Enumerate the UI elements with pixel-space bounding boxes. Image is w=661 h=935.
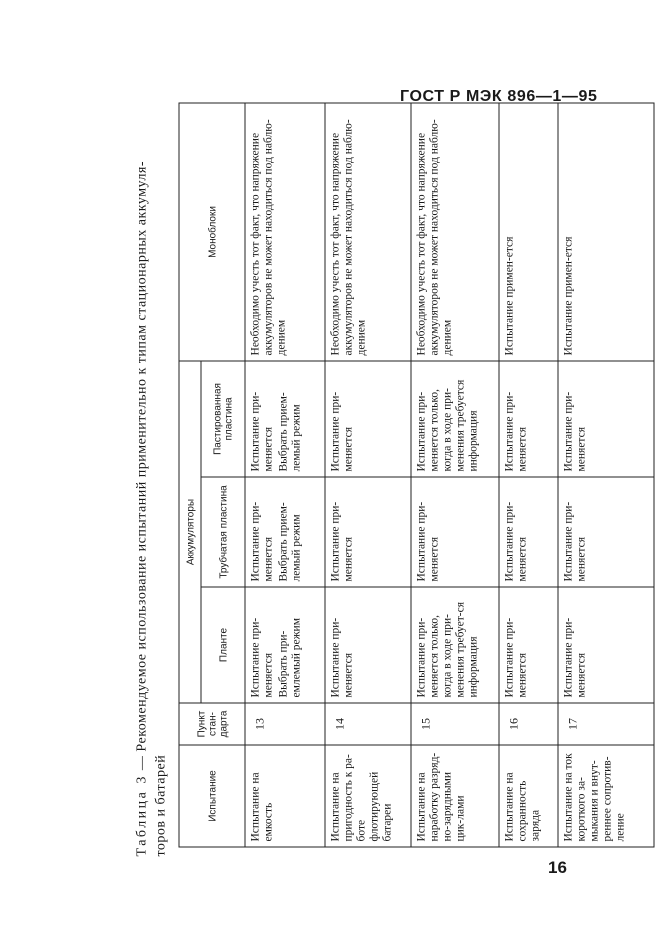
cell-plante: Испытание при-меняется xyxy=(325,587,411,703)
header-tubular: Трубчатая пластина xyxy=(201,477,245,587)
cell-clause: 16 xyxy=(499,703,558,745)
cell-pasted: Испытание при-меняется xyxy=(499,361,558,477)
cell-pasted xyxy=(245,361,325,477)
header-test: Испытание xyxy=(179,745,245,847)
header-pasted: Пастированная пластина xyxy=(201,361,245,477)
cell-test: Испытание на наработку разряд-но-зарядными цик-лами xyxy=(411,745,499,847)
cell-tubular-text: Испытание при-меняется xyxy=(249,501,274,582)
cell-pasted: Испытание при-меняется xyxy=(558,361,654,477)
table-title-line-1: — Рекомендуемое использование испытаний применительно к типам стационарных аккумуля- xyxy=(134,160,149,771)
cell-monoblocks: Необходимо учесть тот факт, что напряжение аккумуляторов не может находиться под наблю-дением xyxy=(411,103,499,361)
cell-tubular: Испытание при-меняется xyxy=(325,477,411,587)
header-monoblocks: Моноблоки xyxy=(179,103,245,361)
cell-monoblocks: Испытание примен-ется xyxy=(499,103,558,361)
cell-tubular: Испытание при-меняется xyxy=(411,477,499,587)
cell-tubular xyxy=(245,477,325,587)
cell-clause: 17 xyxy=(558,703,654,745)
cell-clause: 14 xyxy=(325,703,411,745)
cell-monoblocks: Необходимо учесть тот факт, что напряжение аккумуляторов не может находиться под наблю-дением xyxy=(245,103,325,361)
cell-test: Испытание на сохранность заряда xyxy=(499,745,558,847)
document-header: ГОСТ Р МЭК 896—1—95 xyxy=(400,88,598,105)
cell-monoblocks: Необходимо учесть тот факт, что напряжение аккумуляторов не может находиться под наблю-дением xyxy=(325,103,411,361)
cell-pasted-note: Выбрать прием-лемый режим xyxy=(277,392,302,472)
page-number: 16 xyxy=(548,858,567,877)
cell-clause: 15 xyxy=(411,703,499,745)
cell-plante: Испытание при-меняется xyxy=(558,587,654,703)
table-row xyxy=(325,103,411,847)
cell-pasted: Испытание при-меняется xyxy=(325,361,411,477)
cell-tubular: Испытание при-меняется xyxy=(499,477,558,587)
rotated-table-block xyxy=(132,104,626,857)
table-caption xyxy=(132,104,170,857)
cell-tubular-note: Выбрать прием-лемый режим xyxy=(277,502,302,582)
test-recommendation-table xyxy=(178,102,654,847)
table-title-line-2: торов и батарей xyxy=(153,754,168,857)
table-row xyxy=(411,103,499,847)
table-row xyxy=(245,103,325,847)
table-row xyxy=(499,103,558,847)
cell-test: Испытание на емкость xyxy=(245,745,325,847)
cell-plante: Испытание при-меняется xyxy=(499,587,558,703)
cell-pasted: Испытание при-меняется только, когда в ходе при-менения требуется информация xyxy=(411,361,499,477)
table-row xyxy=(558,103,654,847)
cell-plante: Испытание при-меняется только, когда в ходе при-менения требует-ся информация xyxy=(411,587,499,703)
cell-monoblocks: Испытание примен-ется xyxy=(558,103,654,361)
cell-test: Испытание на ток короткого за-мыкания и внут-реннее сопротив-ление xyxy=(558,745,654,847)
cell-plante-text: Испытание при-меняется xyxy=(249,617,274,698)
table-label: Таблица 3 xyxy=(134,774,149,857)
header-accumulators: Аккумуляторы xyxy=(179,361,201,703)
cell-pasted-text: Испытание при-меняется xyxy=(249,391,274,472)
cell-clause: 13 xyxy=(245,703,325,745)
cell-tubular: Испытание при-меняется xyxy=(558,477,654,587)
header-plante: Планте xyxy=(201,587,245,703)
cell-test: Испытание на пригодность к ра-боте флотирующей батареи xyxy=(325,745,411,847)
cell-plante xyxy=(245,587,325,703)
cell-plante-note: Выбрать при-емлемый режим xyxy=(277,618,302,698)
header-clause: Пункт стан-дарта xyxy=(179,703,245,745)
